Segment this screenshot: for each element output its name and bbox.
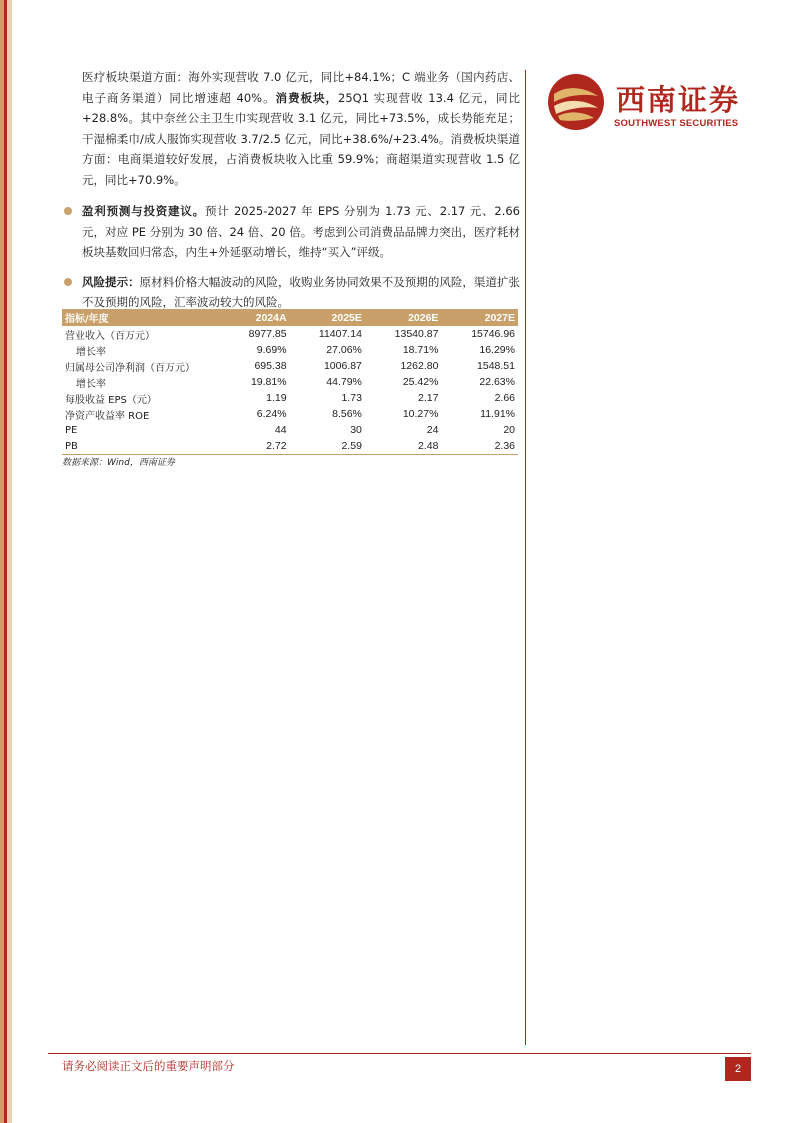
table-cell: 44 [274, 424, 287, 436]
table-cell: 2.48 [365, 438, 442, 455]
table-cell: 9.69% [256, 344, 287, 356]
table-row [62, 374, 518, 390]
table-source-note: 数据来源：Wind，西南证券 [62, 458, 175, 468]
table-cell: 19.81% [250, 376, 287, 388]
table-header-cell: 2026E [365, 309, 442, 326]
table-header-cell: 2024A [222, 309, 290, 326]
p2-text: 预计 2025-2027 年 EPS 分别为 1.73 元、2.17 元、2.66 元，对应 PE 分别为 30 倍、24 倍、20 倍。考虑到公司消费品品牌力突出，医疗耗材板块基数回归常态，内生+外延驱动增长，维持“买入”评级。 [82, 204, 521, 259]
table-row [62, 438, 518, 455]
table-row [62, 358, 518, 374]
table-cell: 1548.51 [477, 360, 515, 372]
table-cell: 1006.87 [323, 360, 362, 372]
table-cell: 2.36 [441, 438, 518, 455]
table-row [62, 342, 518, 358]
table-header-cell: 指标/年度 [62, 309, 222, 326]
table-cell: 1.19 [266, 392, 287, 404]
row-label: PE [65, 424, 78, 436]
table-cell: 24 [426, 424, 439, 436]
table-row [62, 390, 518, 406]
row-label: PB [62, 438, 222, 455]
logo-emblem-icon [546, 72, 606, 132]
logo-name-cn: 西南证券 [616, 83, 741, 117]
table-cell: 11.91% [480, 408, 515, 420]
table-cell: 13540.87 [394, 328, 439, 340]
table-cell: 30 [350, 424, 362, 436]
table-cell: 1.73 [341, 392, 362, 404]
table-cell: 1262.80 [400, 360, 439, 372]
table-header-cell: 2025E [290, 309, 365, 326]
table-cell: 2.17 [418, 392, 439, 404]
bullet-dot-icon [64, 278, 72, 286]
paragraph-channel-details [62, 67, 520, 190]
table-cell: 22.63% [479, 376, 515, 388]
table-header-row [62, 309, 518, 326]
table-cell: 16.29% [479, 344, 515, 356]
financial-forecast-table [62, 309, 518, 455]
row-label: 增长率 [76, 378, 106, 390]
table-cell: 10.27% [402, 408, 439, 420]
page-number: 2 [725, 1057, 751, 1081]
p1-text-a: 医疗板块渠道方面：海外实现营收 7.0 亿元，同比+84.1%；C 端业务（国内药店、电子商务渠道）同比增速超 40%。 [82, 70, 520, 105]
table-row [62, 422, 518, 438]
table-cell: 20 [503, 424, 515, 436]
table-header-cell: 2027E [441, 309, 518, 326]
table-cell: 15746.96 [471, 328, 515, 340]
table-cell: 8977.85 [248, 328, 287, 340]
table-cell: 11407.14 [318, 328, 362, 340]
footer-disclaimer: 请务必阅读正文后的重要声明部分 [62, 1059, 235, 1073]
p3-bold-title: 风险提示： [82, 274, 140, 289]
table-cell: 2.66 [494, 392, 515, 404]
row-label: 增长率 [76, 346, 106, 358]
p1-text-b: 25Q1 实现营收 13.4 亿元，同比+28.8%。其中奈丝公主卫生巾实现营收 3.1 亿元，同比+73.5%，成长势能充足；干湿棉柔巾/成人服饰实现营收 3.7/2.5 亿元，同比+38.6%/+23.4%。消费板块渠道方面：电商渠道较好发展，占消费板块收入比重 59.9%；商超渠道实现营收 1.5 亿元，同比+70.9%。 [82, 90, 520, 187]
row-label: 营业收入（百万元） [65, 330, 155, 342]
table-cell: 2.59 [290, 438, 365, 455]
table-row [62, 406, 518, 422]
bullet-dot-icon [64, 207, 72, 215]
logo-name-en: SOUTHWEST SECURITIES [614, 118, 739, 129]
table-cell: 6.24% [256, 408, 287, 420]
row-label: 净资产收益率 ROE [65, 410, 150, 422]
footer-divider [48, 1053, 751, 1054]
table-cell: 18.71% [402, 344, 439, 356]
p3-text: 原材料价格大幅波动的风险，收购业务协同效果不及预期的风险，渠道扩张不及预期的风险，汇率波动较大的风险。 [82, 274, 521, 309]
left-decorative-strip [0, 0, 12, 1123]
table-cell: 44.79% [326, 376, 362, 388]
table-cell: 27.06% [326, 344, 362, 356]
row-label: 归属母公司净利润（百万元） [65, 362, 195, 374]
p1-bold-consumer: 消费板块， [275, 90, 339, 105]
p2-bold-title: 盈利预测与投资建议。 [82, 204, 205, 218]
table-cell: 25.42% [402, 376, 439, 388]
paragraph-forecast [62, 201, 520, 263]
column-divider [525, 70, 526, 1045]
brand-logo [546, 72, 746, 132]
table-cell: 2.72 [222, 438, 290, 455]
table-row [62, 326, 518, 342]
table-cell: 695.38 [254, 360, 287, 372]
main-content [62, 67, 520, 322]
paragraph-risk [62, 272, 520, 313]
table-cell: 8.56% [332, 408, 362, 420]
row-label: 每股收益 EPS（元） [65, 394, 157, 406]
